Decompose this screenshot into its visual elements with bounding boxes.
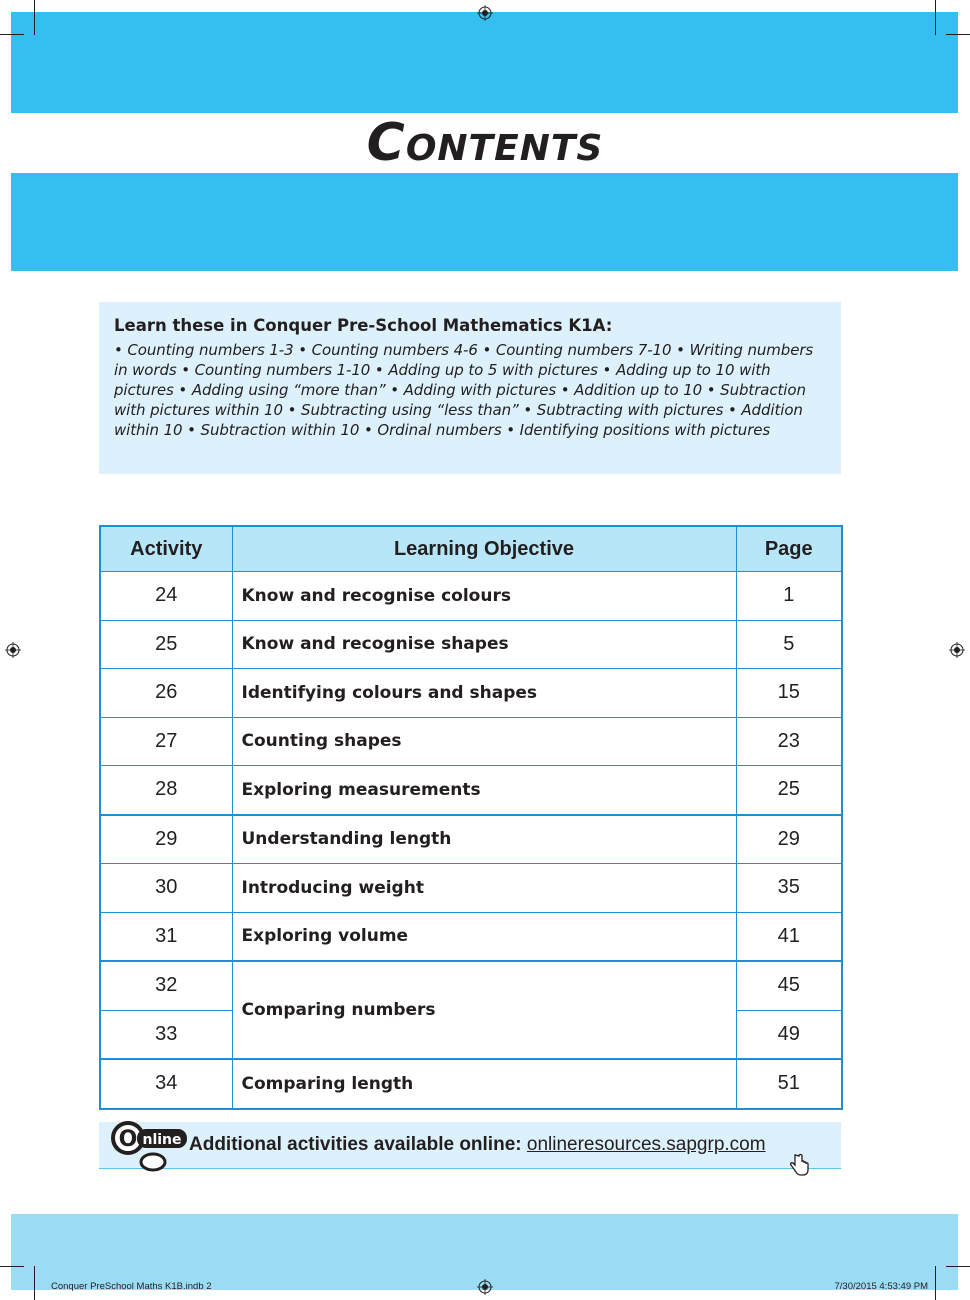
- registration-mark-icon: [477, 5, 493, 21]
- crop-mark: [34, 0, 35, 35]
- learning-objective: Introducing weight: [232, 864, 736, 913]
- learn-box-topics: • Counting numbers 1-3 • Counting numbers 4-6 • Counting numbers 7-10 • Writing numbers in words • Counting numbers 1-10 • Adding up to 5 with pictures • Adding up to 10 with pictures • Adding using “more than” • Adding with pictures • Addition up to 10 • Subtraction with pictures within 10 • Subtracting using “less than” • Subtracting with pictures • Addition within 10 • Subtraction within 10 • Ordinal numbers • Identifying positions with pictures: [114, 341, 814, 439]
- online-text: [189, 1134, 766, 1156]
- objective-column-header: Learning Objective: [232, 526, 736, 572]
- activity-number: 32: [100, 961, 232, 1010]
- activity-number: 33: [100, 1010, 232, 1059]
- learn-box-heading: Learn these in Conquer Pre-School Mathematics K1A:: [114, 316, 613, 335]
- page-title-initial: C: [366, 113, 406, 173]
- page-number: 5: [736, 620, 842, 669]
- table-row: [100, 864, 842, 913]
- learning-objective: Exploring volume: [232, 912, 736, 961]
- table-row: [100, 572, 842, 621]
- learning-objective: Exploring measurements: [232, 766, 736, 815]
- registration-mark-icon: [477, 1279, 493, 1295]
- activity-number: 26: [100, 669, 232, 718]
- page-number: 25: [736, 766, 842, 815]
- page-number: 49: [736, 1010, 842, 1059]
- page-title-rest: ONTENTS: [405, 128, 604, 169]
- table-header-row: [100, 526, 842, 572]
- online-resources-strip: [99, 1122, 841, 1169]
- online-logo: [111, 1118, 189, 1172]
- crop-mark: [34, 1266, 35, 1300]
- page-number: 51: [736, 1059, 842, 1109]
- page-number: 41: [736, 912, 842, 961]
- page-number: 23: [736, 717, 842, 766]
- page-number: 15: [736, 669, 842, 718]
- page-number: 29: [736, 815, 842, 864]
- table-row: [100, 766, 842, 815]
- learning-objective: Counting shapes: [232, 717, 736, 766]
- page-column-header: Page: [736, 526, 842, 572]
- online-resources-link[interactable]: onlineresources.sapgrp.com: [526, 1134, 766, 1155]
- crop-mark: [935, 0, 936, 35]
- activity-number: 24: [100, 572, 232, 621]
- learning-objective: Comparing length: [232, 1059, 736, 1109]
- activity-number: 34: [100, 1059, 232, 1109]
- online-label: Additional activities available online:: [189, 1134, 522, 1155]
- page-title: [0, 114, 970, 178]
- activity-number: 28: [100, 766, 232, 815]
- top-color-band: [11, 12, 958, 113]
- title-color-band: [11, 173, 958, 271]
- crop-mark: [0, 34, 24, 35]
- learning-objective: Know and recognise colours: [232, 572, 736, 621]
- crop-mark: [946, 34, 970, 35]
- page-number: 1: [736, 572, 842, 621]
- page-number: 35: [736, 864, 842, 913]
- online-logo-letter: O: [118, 1127, 138, 1152]
- learn-these-box: [99, 302, 841, 474]
- page-number: 45: [736, 961, 842, 1010]
- registration-mark-icon: [949, 642, 965, 658]
- learning-objective: Understanding length: [232, 815, 736, 864]
- contents-table: [99, 525, 843, 1110]
- table-row: [100, 815, 842, 864]
- activity-number: 29: [100, 815, 232, 864]
- hand-pointer-icon: [789, 1152, 809, 1176]
- table-row: [100, 1059, 842, 1109]
- footer-timestamp: 7/30/2015 4:53:49 PM: [834, 1281, 928, 1292]
- table-row: [100, 620, 842, 669]
- table-row: [100, 912, 842, 961]
- crop-mark: [0, 1266, 24, 1267]
- activity-number: 25: [100, 620, 232, 669]
- crop-mark: [935, 1266, 936, 1300]
- table-row: [100, 669, 842, 718]
- registration-mark-icon: [5, 642, 21, 658]
- learning-objective: Identifying colours and shapes: [232, 669, 736, 718]
- activity-number: 30: [100, 864, 232, 913]
- activity-number: 27: [100, 717, 232, 766]
- learning-objective: Comparing numbers: [232, 961, 736, 1059]
- table-row: [100, 961, 842, 1010]
- online-logo-word: nline: [142, 1132, 182, 1148]
- activity-number: 31: [100, 912, 232, 961]
- table-row: [100, 717, 842, 766]
- footer-file-info: Conquer PreSchool Maths K1B.indb 2: [51, 1281, 212, 1292]
- crop-mark: [946, 1266, 970, 1267]
- activity-column-header: Activity: [100, 526, 232, 572]
- learning-objective: Know and recognise shapes: [232, 620, 736, 669]
